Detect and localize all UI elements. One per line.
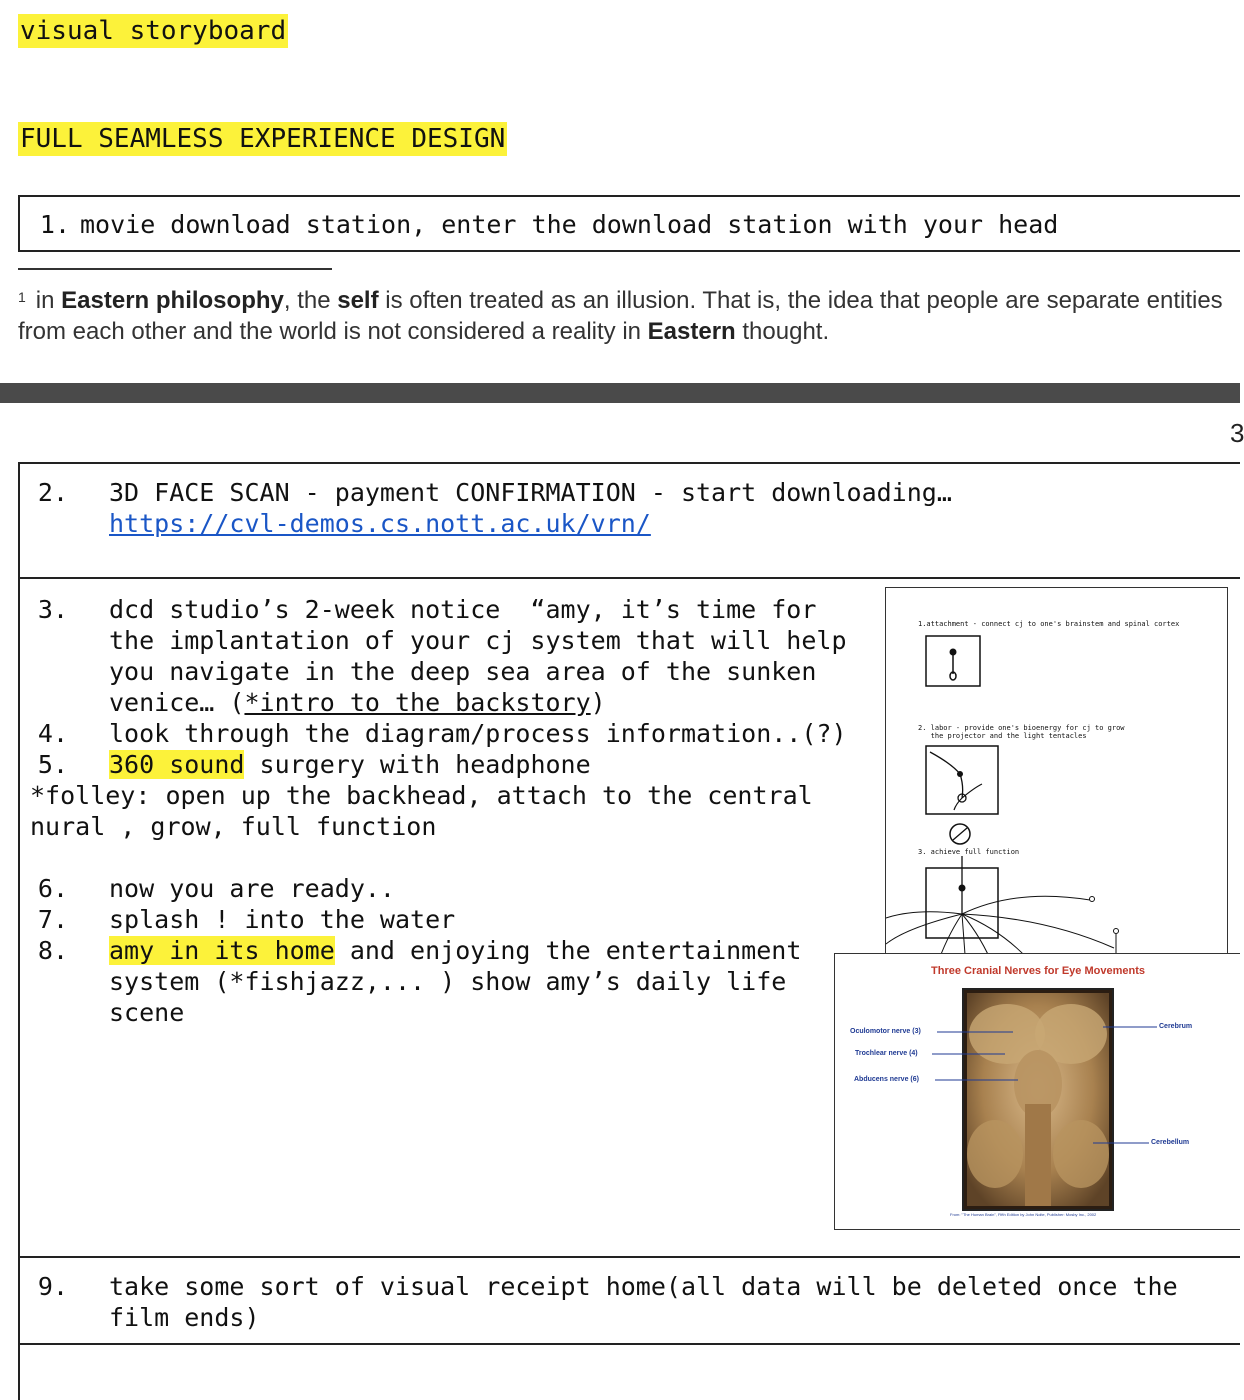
step-number: 8. <box>37 936 68 965</box>
diagram-caption: 1.attachment - connect cj to one's brainstem and spinal cortex <box>918 620 1180 628</box>
stage-2-projector-mark <box>953 828 967 840</box>
step-8-line: scene <box>109 998 185 1027</box>
stage-3-tentacle-tip <box>1090 897 1095 902</box>
step-text: 3D FACE SCAN - payment CONFIRMATION - start downloading… <box>109 478 952 507</box>
table-row-divider <box>18 577 1240 579</box>
footnote <box>18 282 1233 347</box>
step-8-text <box>109 935 801 966</box>
highlight-text: 360 sound <box>109 750 245 779</box>
stage-3-tentacle-tip <box>1114 929 1119 934</box>
footnote-marker: 1 <box>18 289 26 305</box>
steps-3-to-8 <box>28 594 878 1034</box>
footnote-bold: Eastern <box>647 318 736 345</box>
step-number: 6. <box>37 874 68 903</box>
diagram-caption: 2. labor - provide one's bioenergy for cj to grow <box>918 724 1125 732</box>
process-diagram <box>885 587 1228 967</box>
footnote-bold: self <box>337 287 379 314</box>
step-9-line: take some sort of visual receipt home(all data will be deleted once the <box>109 1272 1178 1301</box>
backstory-link[interactable]: *intro to the backstory <box>244 688 591 717</box>
table-row-divider <box>18 1343 1240 1345</box>
section-heading: FULL SEAMLESS EXPERIENCE DESIGN <box>20 124 506 154</box>
step-3-text: ) <box>590 688 606 717</box>
step-4-text: look through the diagram/process information..(?) <box>109 719 847 748</box>
footnote-text: , the <box>283 287 338 314</box>
folley-note: nural , grow, full function <box>30 812 437 841</box>
photo-cerebellum <box>1053 1120 1109 1188</box>
footnote-bold: Eastern philosophy <box>61 287 284 314</box>
step-number: 5. <box>37 750 68 779</box>
cerebellum-label: Cerebellum <box>1151 1139 1190 1146</box>
step-text: movie download station, enter the download station with your head <box>80 210 1059 239</box>
footnote-text: in <box>35 287 62 314</box>
page-number: 3 <box>1230 418 1244 448</box>
step-2 <box>28 477 952 601</box>
step-3-line: dcd studio’s 2-week notice “amy, it’s time for <box>109 595 817 624</box>
face-scan-link[interactable]: https://cvl-demos.cs.nott.ac.uk/vrn/ <box>109 509 651 538</box>
page-break-bar <box>0 383 1240 403</box>
stage-3-tentacle <box>962 896 1090 914</box>
step-7-text: splash ! into the water <box>109 905 456 934</box>
step-5-text <box>109 749 591 780</box>
diagram-caption: 3. achieve full function <box>918 848 1020 856</box>
figure-title: Three Cranial Nerves for Eye Movements <box>931 965 1145 977</box>
document-title: visual storyboard <box>20 16 287 46</box>
stage-2-node <box>957 771 963 777</box>
step-number: 4. <box>37 719 68 748</box>
step-number: 7. <box>37 905 68 934</box>
step-8-line: system (*fishjazz,... ) show amy’s daily life <box>109 967 787 996</box>
stage-3-node <box>959 885 966 892</box>
footnote-rule <box>18 268 332 270</box>
step-6-text: now you are ready.. <box>109 874 395 903</box>
brain-photo <box>835 954 1241 1231</box>
step-3-line: the implantation of your cj system that will help <box>109 626 847 655</box>
folley-note: *folley: open up the backhead, attach to the central <box>30 781 813 810</box>
cerebrum-label: Cerebrum <box>1159 1023 1193 1030</box>
stage-3-tentacle <box>962 914 1114 948</box>
step-1-box <box>18 195 1240 252</box>
step-3-line: you navigate in the deep sea area of the sunken <box>109 657 817 686</box>
step-3-text: venice… ( <box>109 688 245 717</box>
step-9 <box>28 1271 1178 1395</box>
photo-spinal-cord <box>1025 1104 1051 1206</box>
step-3-line <box>109 687 606 718</box>
step-number: 1. <box>39 210 70 239</box>
abducens-label: Abducens nerve (6) <box>854 1076 919 1083</box>
stage-3-tentacle <box>886 914 962 944</box>
diagram-caption: the projector and the light tentacles <box>918 732 1087 740</box>
footnote-text: is often treated as an illusion. That is, the idea that people are separate entities from each other and the world is not considered a reality in <box>18 287 1223 345</box>
footnote-text: thought. <box>735 318 830 345</box>
figure-credit: From: "The Human Brain", Fifth Edition by John Nolte, Publisher: Mosby Inc., 2002 <box>950 1212 1097 1217</box>
diagram-drawing <box>886 588 1229 968</box>
step-8-rest: and enjoying the entertainment <box>334 936 802 965</box>
step-number: 3. <box>37 595 68 624</box>
highlight-text: amy in its home <box>109 936 335 965</box>
step-5-rest: surgery with headphone <box>244 750 591 779</box>
trochlear-label: Trochlear nerve (4) <box>855 1050 918 1057</box>
step-9-line: film ends) <box>109 1303 260 1332</box>
step-number: 2. <box>37 478 68 507</box>
cranial-nerves-figure <box>834 953 1240 1230</box>
oculomotor-label: Oculomotor nerve (3) <box>850 1028 921 1035</box>
photo-cerebellum <box>967 1120 1023 1188</box>
table-row-divider <box>18 1256 1240 1258</box>
step-number: 9. <box>37 1272 68 1301</box>
